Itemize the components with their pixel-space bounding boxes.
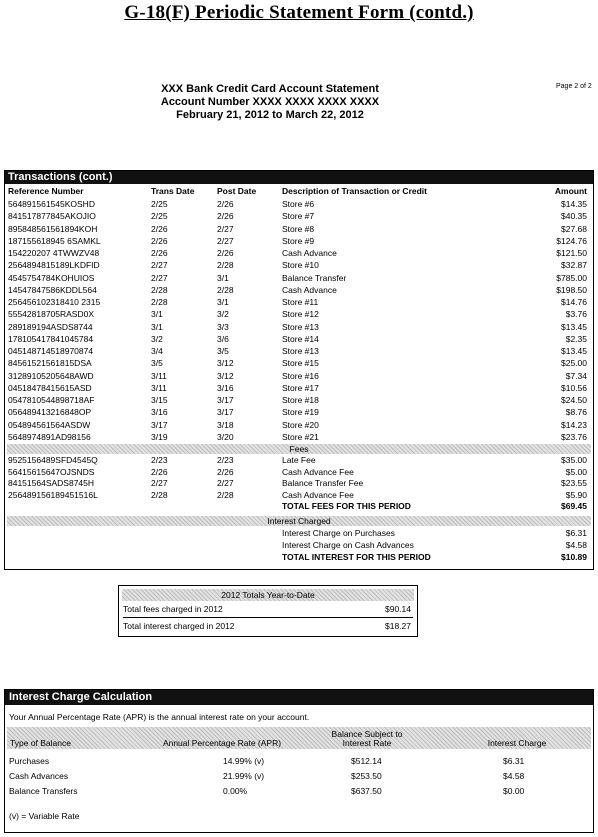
page-title: G-18(F) Periodic Statement Form (contd.) [124, 2, 474, 23]
description: Cash Advance Fee [282, 466, 354, 477]
trans-date: 3/1 [151, 309, 163, 320]
table-row [5, 248, 593, 259]
reference-number: 2564894815189LKDFID [8, 260, 100, 271]
col-post-date: Post Date [217, 186, 257, 196]
description: Store #6 [282, 199, 315, 209]
col-interest-charge: Interest Charge [487, 738, 547, 748]
trans-date: 2/26 [151, 248, 168, 258]
post-date: 3/2 [217, 309, 229, 320]
apr-value: 0.00% [223, 786, 248, 796]
table-row [5, 358, 593, 369]
trans-date: 2/28 [151, 284, 168, 295]
description: Balance Transfer [282, 272, 347, 283]
col-trans-date: Trans Date [151, 186, 195, 196]
table-row [5, 322, 593, 333]
balance-type: Cash Advances [9, 771, 69, 781]
description: Store #14 [282, 333, 319, 344]
statement-title: XXX Bank Credit Card Account Statement [161, 83, 379, 95]
reference-number: 84561521561815DSA [8, 358, 92, 369]
reference-number: 9525156489SFD4545Q [8, 455, 98, 465]
reference-number: 04518478415615ASD [8, 382, 92, 393]
table-row [5, 309, 593, 320]
reference-number: 045148714518970874 [8, 346, 94, 356]
amount: $24.50 [561, 395, 587, 405]
reference-number: 178105417841045784 [8, 333, 94, 344]
statement-period: February 21, 2012 to March 22, 2012 [176, 109, 364, 121]
interest-row [5, 540, 593, 551]
reference-number: 054894561564ASDW [8, 419, 91, 430]
post-date: 2/26 [217, 199, 234, 209]
interest-amount: $6.31 [565, 528, 587, 538]
amount: $3.76 [565, 309, 587, 320]
interest-charge-value: $4.58 [503, 771, 525, 781]
description: Store #9 [282, 235, 315, 246]
total-interest-value: $10.89 [561, 552, 587, 562]
post-date: 2/26 [217, 211, 234, 222]
amount: $124.76 [556, 235, 587, 246]
reference-number: 056489413216848OP [8, 407, 92, 418]
total-interest-row [5, 552, 593, 563]
fees-separator: Fees [7, 444, 591, 454]
table-row [5, 346, 593, 357]
post-date: 2/27 [217, 223, 234, 234]
post-date: 3/17 [217, 395, 234, 405]
post-date: 2/26 [217, 248, 234, 258]
amount: $14.23 [561, 419, 587, 430]
col-balance-line1: Balance Subject to [331, 729, 403, 739]
interest-calc-row [5, 771, 593, 785]
amount: $13.45 [561, 346, 587, 356]
col-amount: Amount [554, 186, 587, 196]
total-fees-value: $69.45 [561, 501, 587, 511]
trans-date: 3/11 [151, 382, 167, 393]
table-row [5, 260, 593, 271]
description: Balance Transfer Fee [282, 478, 364, 488]
interest-desc: Interest Charge on Purchases [282, 528, 395, 538]
page-number: Page 2 of 2 [556, 83, 592, 90]
table-row [5, 334, 593, 345]
description: Store #21 [282, 431, 319, 442]
reference-number: 841517877845AKOJIO [8, 211, 96, 222]
amount: $23.55 [561, 478, 587, 488]
trans-date: 3/19 [151, 431, 168, 442]
table-row [5, 455, 593, 466]
amount: $25.00 [561, 358, 587, 369]
description: Store #18 [282, 395, 319, 405]
trans-date: 2/27 [151, 478, 168, 488]
post-date: 2/23 [217, 455, 234, 465]
interest-charge-value: $6.31 [503, 756, 525, 766]
amount: $35.00 [561, 455, 587, 465]
post-date: 3/1 [217, 297, 229, 307]
trans-date: 2/26 [151, 466, 168, 477]
trans-date: 2/25 [151, 211, 168, 222]
trans-date: 3/1 [151, 321, 163, 332]
reference-number: 5648974891AD98156 [8, 431, 91, 442]
trans-date: 2/27 [151, 272, 168, 283]
transactions-title: Transactions (cont.) [5, 171, 593, 184]
ytd-title: 2012 Totals Year-to-Date [122, 589, 414, 601]
post-date: 3/6 [217, 333, 229, 344]
account-number: Account Number XXXX XXXX XXXX XXXX [160, 96, 380, 108]
description: Store #13 [282, 321, 319, 332]
trans-date: 3/16 [151, 407, 168, 418]
total-fees-label: TOTAL FEES FOR THIS PERIOD [282, 501, 411, 511]
amount: $121.50 [556, 248, 587, 258]
post-date: 3/3 [217, 321, 229, 332]
amount: $40.35 [561, 211, 587, 222]
balance-subject-value: $253.50 [351, 771, 382, 781]
reference-number: 14547847586KDDL564 [8, 284, 97, 295]
interest-separator: Interest Charged [7, 516, 591, 526]
ytd-fees-label: Total fees charged in 2012 [123, 604, 223, 614]
table-row [5, 420, 593, 431]
description: Store #20 [282, 419, 319, 430]
trans-date: 2/26 [151, 223, 168, 234]
post-date: 2/28 [217, 260, 234, 271]
description: Store #8 [282, 223, 315, 234]
ytd-fees-value: $90.14 [385, 604, 411, 614]
col-reference-number: Reference Number [8, 186, 84, 196]
reference-number: 0547810544898718AF [8, 395, 95, 405]
table-row [5, 432, 593, 443]
ytd-interest-row [123, 618, 413, 634]
reference-number: 84151564SADS8745H [8, 478, 95, 488]
description: Store #13 [282, 346, 319, 356]
amount: $5.90 [565, 489, 587, 500]
table-row [5, 285, 593, 296]
description: Store #12 [282, 309, 319, 320]
amount: $2.35 [565, 333, 587, 344]
total-fees-row [5, 501, 593, 512]
interest-calc-header [7, 727, 591, 749]
apr-value: 21.99% (v) [223, 771, 265, 781]
reference-number: 256456102318410 2315 [8, 297, 101, 307]
post-date: 3/1 [217, 272, 229, 283]
description: Store #10 [282, 260, 319, 271]
interest-calculation-section [4, 689, 594, 833]
post-date: 2/28 [217, 489, 234, 500]
amount: $5.00 [565, 466, 587, 477]
table-row [5, 383, 593, 394]
description: Cash Advance [282, 284, 337, 295]
reference-number: 31289105205648AWD [8, 370, 94, 381]
description: Store #15 [282, 358, 319, 369]
balance-subject-value: $637.50 [351, 786, 382, 796]
post-date: 3/17 [217, 407, 234, 418]
table-row [5, 490, 593, 501]
reference-number: 256489156189451516L [8, 489, 98, 500]
trans-date: 2/28 [151, 297, 168, 307]
interest-desc: Interest Charge on Cash Advances [282, 540, 414, 550]
reference-number: 187155618945 6SAMKL [8, 235, 101, 246]
reference-number: 55542818705RASD0X [8, 309, 95, 320]
post-date: 3/18 [217, 419, 234, 430]
table-row [5, 395, 593, 406]
trans-date: 2/23 [151, 455, 168, 465]
amount: $23.76 [561, 431, 587, 442]
table-row [5, 199, 593, 210]
trans-date: 3/11 [151, 370, 167, 381]
description: Cash Advance [282, 248, 337, 258]
balance-type: Balance Transfers [9, 786, 78, 796]
interest-row [5, 528, 593, 539]
amount: $32.87 [561, 260, 587, 271]
interest-calc-row [5, 756, 593, 770]
reference-number: 154220207 4TWWZV48 [8, 248, 100, 258]
balance-subject-value: $512.14 [351, 756, 382, 766]
ytd-fees-row [123, 601, 413, 618]
amount: $785.00 [556, 272, 587, 283]
ytd-interest-label: Total interest charged in 2012 [123, 621, 235, 631]
balance-type: Purchases [9, 756, 50, 766]
table-row [5, 467, 593, 478]
amount: $198.50 [556, 284, 587, 295]
post-date: 2/27 [217, 235, 234, 246]
col-apr: Annual Percentage Rate (APR) [162, 738, 282, 748]
post-date: 3/20 [217, 431, 234, 442]
post-date: 2/26 [217, 466, 234, 477]
table-row [5, 224, 593, 235]
table-row [5, 478, 593, 489]
interest-amount: $4.58 [565, 540, 587, 550]
trans-date: 3/4 [151, 346, 163, 356]
interest-calc-description: Your Annual Percentage Rate (APR) is the annual interest rate on your account. [9, 712, 310, 722]
reference-number: 895848561561894KOH [8, 223, 98, 234]
amount: $14.35 [561, 199, 587, 209]
reference-number: 56415615647OJSNDS [8, 466, 95, 477]
amount: $8.76 [565, 407, 587, 418]
table-row [5, 297, 593, 308]
description: Store #19 [282, 407, 319, 418]
ytd-interest-value: $18.27 [385, 621, 411, 631]
interest-calc-row [5, 786, 593, 800]
description: Cash Advance Fee [282, 489, 354, 500]
description: Store #16 [282, 370, 319, 381]
description: Late Fee [282, 455, 316, 465]
col-type-of-balance: Type of Balance [10, 738, 71, 748]
amount: $27.68 [561, 223, 587, 234]
trans-date: 2/28 [151, 489, 168, 500]
table-row [5, 407, 593, 418]
description: Store #11 [282, 297, 319, 307]
post-date: 2/28 [217, 284, 234, 295]
ytd-totals-box [118, 585, 418, 637]
interest-calc-title: Interest Charge Calculation [5, 690, 593, 705]
apr-value: 14.99% (v) [223, 756, 265, 766]
trans-date: 2/26 [151, 235, 168, 246]
interest-charge-value: $0.00 [503, 786, 525, 796]
amount: $13.45 [561, 321, 587, 332]
post-date: 2/27 [217, 478, 234, 488]
amount: $7.34 [565, 370, 587, 381]
post-date: 3/16 [217, 382, 234, 393]
trans-date: 3/2 [151, 333, 163, 344]
trans-date: 2/27 [151, 260, 168, 271]
trans-date: 3/17 [151, 419, 168, 430]
post-date: 3/5 [217, 346, 229, 356]
trans-date: 3/15 [151, 395, 168, 405]
variable-rate-note: (v) = Variable Rate [9, 811, 80, 821]
description: Store #7 [282, 211, 315, 222]
col-description: Description of Transaction or Credit [282, 186, 427, 196]
reference-number: 564891561545KOSHD [8, 199, 95, 209]
amount: $10.56 [561, 382, 587, 393]
total-interest-label: TOTAL INTEREST FOR THIS PERIOD [282, 552, 431, 562]
reference-number: 289189194ASDS8744 [8, 321, 93, 332]
post-date: 3/12 [217, 358, 234, 369]
table-row [5, 211, 593, 222]
transactions-section [4, 170, 594, 570]
table-row [5, 371, 593, 382]
trans-date: 2/25 [151, 199, 168, 209]
reference-number: 4545754784KOHUIOS [8, 272, 95, 283]
amount: $14.76 [561, 297, 587, 307]
post-date: 3/12 [217, 370, 234, 381]
trans-date: 3/5 [151, 358, 163, 369]
table-row [5, 273, 593, 284]
table-row [5, 236, 593, 247]
col-balance-line2: Interest Rate [342, 738, 392, 748]
description: Store #17 [282, 382, 319, 393]
